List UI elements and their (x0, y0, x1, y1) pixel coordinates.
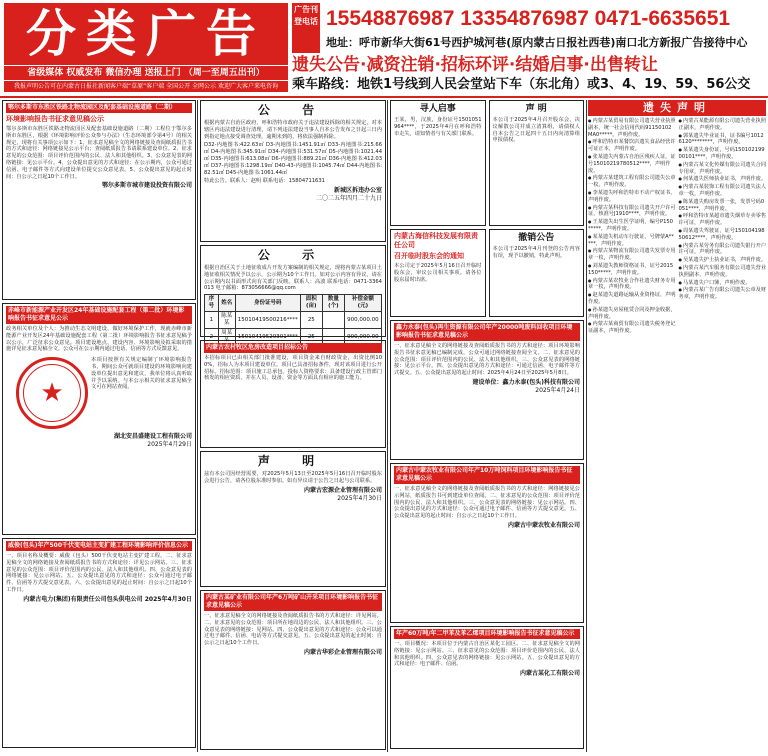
list-item: ● 刘某遗失教师资格证书，证号2015150*****，声明作废。 (588, 263, 676, 277)
notice-header: 威俊(包头)年产500千伏变电站主变扩建工程环境影响评价信息公示 (6, 541, 192, 551)
table-cell: 15010419500216**** (235, 312, 300, 329)
lost-notice-column (679, 118, 767, 336)
list-item: ● 李某遗失呼和浩特市不动产权证书，声明作废。 (588, 190, 676, 204)
notice-title: 声 明 (257, 454, 329, 468)
lost-notice-grid (588, 118, 766, 336)
table-cell: 15010419520301**** (235, 329, 300, 346)
notice-title: 公 告 (257, 103, 329, 117)
notice-body: 本公司定于2025年5月16日召开临时股东会，审议公司相关事项。请各位股东届时出席。 (394, 263, 482, 283)
notice-block (200, 451, 386, 587)
hotline-label: 广告刊登电话 (292, 3, 320, 53)
list-item: ● 何某遗失医师执业证书，声明作废。 (679, 176, 767, 183)
seal-star-icon: ★ (40, 378, 64, 409)
table-header: 序号 (205, 295, 219, 312)
table-cell: 1 (205, 312, 219, 329)
list-item: ● 周某遗失驾驶证，证号15010419850612****，声明作废。 (679, 228, 767, 242)
table-cell: 25 (300, 329, 322, 346)
notice-body: 根据内蒙古自治区政府、呼和浩特市政府关于违法建设拆除的相关规定，对本辖区内违法建设进行清理，请下列违法建设当事人自本公告发布之日起三日内到指定地点接受调查处理，逾期未到的，将依法强制拆除。 (204, 120, 382, 140)
notice-block (200, 245, 386, 344)
notice-body: 一、征求意见稿全文的网络链接及查阅纸质报告书的方式和途径：网络链接见公示网站，纸质报告书可到建设单位查阅。二、征求意见的公众范围：项目评价范围内的公民、法人和其他组织。三、公众意见表的网络链接：见公示网站。四、公众提出意见的方式和途径：公众可通过电子邮件、信函等方式提交意见。五、公众提出意见的起止时间：自公示之日起10个工作日。 (394, 486, 580, 520)
list-item: ● 内蒙古某物流有限公司遗失发票专用章一枚，声明作废。 (588, 248, 676, 262)
list-item: ● 内蒙古某商贸有限公司遗失税务登记证副本，声明作废。 (588, 321, 676, 335)
notice-date: 二〇二五年四月二十九日 (315, 195, 382, 203)
table-cell: 25 (300, 312, 322, 329)
column-4 (588, 100, 766, 752)
notice-body: 政务相关单位及个人：为推动生态文明建设、做好环境保护工作，现就赤峰市新能源产业开发区24年基础设施配套工程（第二批）环境影响报告书征求意见稿予以公示，广泛征求公众意见。项目建设地点、建设内容、环境影响及拟采取的措施详见征求意见稿全文。公众可在公示期内通过电话、信函等方式反馈意见。 (6, 326, 192, 353)
notice-block (200, 100, 386, 242)
notice-signature: 内蒙古宏源企业管理有限公司 (303, 486, 382, 494)
building-list: D32-内地图书:422.63㎡ D3-内地图书:1451.91㎡ D33-内地图书:215.66㎡ D4-内地图书:345.91㎡ D34-内地图书:531.57㎡ D5-内地图书:1021.44㎡ D35-内地图书:613.08㎡ D6-内地图书:889.21㎡ D36-内地图书:412.03㎡ D37-内地图书:1298.19㎡ D40-43-内地图书:1045.74㎡ D44-内地图书:82.51㎡ D45-内地图书:1061.44㎡ (204, 142, 382, 176)
column-2 (200, 100, 386, 752)
list-item: ● 内蒙古某科技有限公司遗失开户许可证，核准号J1910****，声明作废。 (588, 205, 676, 219)
notice-header: 内蒙古某矿业有限公司年产6万吨矿山开采项目环境影响报告书征求意见稿公示 (204, 593, 382, 611)
list-item: ● 陈某遗失购房发票一张，发票号码0051****，声明作废。 (679, 199, 767, 213)
notice-title: 公 示 (257, 248, 329, 262)
notice-body: 一、项目名称及概要：威俊（包头）500千伏变电站主变扩建工程。二、征求意见稿全文的网络链接及查阅纸质报告书的方式和途径：详见公示网站。三、征求意见的公众范围：项目评价范围内的公民、法人和其他组织。四、公众意见表的网络链接：见公示网站。五、公众提出意见的方式和途径：公众可通过电子邮件、信函等方式提交意见表。六、公众提出意见的起止时间：自公示之日起10个工作日。 (6, 553, 192, 593)
notice-block (2, 538, 196, 748)
list-item: ● 吴某遗失护士执业证书，声明作废。 (679, 257, 767, 264)
notice-block (489, 229, 585, 317)
list-item: ● 张某遗失内蒙古自治区残疾人证，证号15010219780512****，声明作废。 (588, 154, 676, 174)
notice-signature: 鄂尔多斯市城市建设投资有限公司 (101, 182, 192, 190)
list-item: ● 内蒙古某广告有限公司遗失公章及财务章，声明作废。 (679, 287, 767, 301)
column-rule (197, 100, 198, 752)
list-item: ● 内蒙古某装饰工程有限公司遗失法人章一枚，声明作废。 (679, 184, 767, 198)
notice-header: 年产60万吨/年二甲苯及苯乙烯项目环境影响报告书征求意见稿公示 (394, 629, 580, 639)
notice-body: 鄂尔多斯市东胜区铁路北物流园区及配套基础设施道路（二期）工程位于鄂尔多斯市东胜区，根据《环境影响评价公众参与办法》（生态环境部令第4号）的相关规定，现将有关事项公示如下：1、征求意见稿全文的网络链接及查阅纸质报告书的方式和途径：网络链接见公示平台；查阅纸质报告书请联系建设单位。2、征求意见的公众范围：项目评价范围内的公民、法人和其他组织。3、公众意见表的网络链接：见公示平台。4、公众提出意见的方式和途径：在公示期内，公众可通过信函、电子邮件等方式向建设单位提交公众意见表。5、公众提出意见的起止时间：自公示之日起10个工作日。 (6, 126, 192, 180)
notice-block (390, 100, 486, 226)
table-cell: 900,000.00 (344, 312, 381, 329)
list-item: ● 呼和浩特市某餐饮店遗失食品经营许可证正本，声明作废。 (588, 139, 676, 153)
masthead (0, 0, 768, 96)
column-rule (387, 100, 388, 752)
list-item: ● 内蒙古某能源有限公司遗失营业执照正副本，声明作废。 (679, 118, 767, 132)
list-item: ● 内蒙古某农牧业合作社遗失财务专用章一枚，声明作废。 (588, 278, 676, 292)
notice-body: 本公司于2025年4月刊登的公告内容有误，现予以撤销，特此声明。 (492, 246, 580, 259)
list-item: ● 内蒙古某汽车服务有限公司遗失营业执照副本，声明作废。 (679, 265, 767, 279)
notice-body: 兹有本公司因经营需要，对2025年5月13日至2025年5月16日召开临时股东会进行公告，请各位股东准时参加。如有异议请于公告之日起与公司联系。 (204, 471, 382, 484)
column-rule (586, 100, 587, 752)
column-1 (2, 100, 196, 752)
notice-body: 本项目按照有关规定编制了环境影响报告书，期间公众可就项目建设的环境影响向建设单位提出意见和建议，我单位将认真听取并予以采纳。与本公示相关的征求意见稿全文可在网站查阅。 (91, 357, 192, 391)
notice-row (390, 100, 584, 229)
notice-header: 内蒙古中蒙农牧业有限公司年产10万吨饲料项目环境影响报告书征求意见稿公示 (394, 466, 580, 484)
notice-body: 本招标项目已由相关部门批准建设，项目资金来自财政资金，出资比例100%，招标人为本项目建设单位。项目已具备招标条件，现对该项目进行公开招标。招标范围：项目施工总承包。投标人资格要求：具备建设行政主管部门核发的相应资质，并在人员、设备、资金等方面具有相应的施工能力。 (204, 355, 382, 382)
notice-signature: 建设单位：鑫力永泰(包头)科技有限公司 (472, 378, 580, 386)
notice-block (200, 340, 386, 448)
notice-body: 一、征求意见稿全文的网络链接及查阅纸质报告书的方式和途径：项目环境影响报告书征求意见稿已编制完成，公众可通过网络链接查阅全文。二、征求意见的公众范围：项目评价范围内的公民、法人和其他组织。三、公众意见表的网络链接：见公示平台。四、公众提出意见的方式和途径：可通过信函、电子邮件等方式提交。五、公众提出意见的起止时间：2025年4月24日至2025年5月8日。 (394, 343, 580, 377)
notice-body: 一、征求意见稿全文的网络链接及查阅纸质报告书的方式和途径：详见网站。二、征求意见的公众范围：项目所在地周边的公民、法人和其他组织。三、公众意见表的网络链接：见网站。四、公众提出意见的方式和途径：公众可以通过电子邮件、信函、电话等方式提交意见。五、公众提出意见的起止时间：自公示之日起10个工作日。 (204, 613, 382, 647)
notice-block (489, 100, 585, 226)
table-cell: 周某某 (218, 329, 235, 346)
notice-block (390, 229, 486, 317)
notice-date: 2025年4月24日 (535, 386, 580, 394)
list-item: ● 郭某遗失毕业证书，证书编号10126120********，声明作废。 (679, 133, 767, 147)
lost-notice-header: 遗失声明 (588, 100, 766, 116)
notice-block (200, 590, 386, 750)
table-cell: 2 (205, 329, 219, 346)
notice-body: 根据自治区关于土地征收成片开发方案编制的相关规定，现将内蒙古某项目土地征收相关情况予以公示，公示期为10个工作日。如对公示内容有异议，请在公示期内以书面形式向有关部门反映。联系人：高波 联系电话：0471-3364013 电子邮箱：873056666@qq.com (204, 265, 382, 292)
header-divider (0, 96, 768, 98)
list-item: ● 孙某遗失房屋租赁合同及押金收据，声明作废。 (588, 307, 676, 321)
notice-signature: 新城区拆违办公室 (333, 187, 382, 195)
notice-signature: 湖北安昌盛建设工程有限公司 (113, 433, 192, 441)
bus-route: 乘车路线：地铁1号线到人民会堂站下车（东北角）或3、4、19、59、56公交 (292, 77, 751, 92)
list-item: ● 内蒙古某劳务有限公司遗失银行开户许可证，声明作废。 (679, 243, 767, 257)
table-cell: 陈某某 (218, 312, 235, 329)
notice-row (390, 229, 584, 320)
table-header: 补偿金额(元) (344, 295, 381, 312)
tagline: 省级媒体 权威发布 微信办理 送报上门 （周一至周五出刊） (4, 66, 288, 80)
notice-block (2, 100, 196, 300)
notice-header: 内蒙古农村牧区危房改造项目招标公告 (204, 343, 382, 353)
notice-title: 撤销公告 (518, 233, 555, 243)
notice-date: 2025年4月30日 (337, 494, 382, 502)
list-item: ● 王某遗失出生医学证明，编号P150*****，声明作废。 (588, 219, 676, 233)
notice-header: 赤峰市新能源产业开发区24年基础设施配套工程（第二批）环境影响报告书征求意见公示 (6, 306, 192, 324)
table-row (205, 312, 382, 329)
lost-notice-column (588, 118, 676, 336)
table-header: 数量(个) (322, 295, 344, 312)
list-item: ● 马某遗失户口簿，声明作废。 (679, 280, 767, 287)
phone-numbers: 15548876987 13354876987 0471-6635651 (326, 7, 731, 30)
table-cell (322, 312, 344, 329)
notice-block (390, 320, 584, 460)
notice-title: 寻人启事 (419, 104, 456, 114)
table-header-row (205, 295, 382, 312)
notice-block (2, 303, 196, 535)
list-item: ● 某某遗失机动车行驶证，号牌蒙A*****，声明作废。 (588, 234, 676, 248)
notice-signature: 内蒙古某化工有限公司 (519, 670, 580, 678)
list-item: ● 呼和浩特市某超市遗失烟草专卖零售许可证，声明作废。 (679, 213, 767, 227)
notice-header: 鄂尔多斯市东胜区铁路北物流园区及配套基础设施道路（二期） (6, 103, 192, 113)
list-item: ● 内蒙古某建筑工程有限公司遗失公章一枚，声明作废。 (588, 175, 676, 189)
notice-title: 声 明 (525, 104, 547, 114)
notice-date: 2025年4月29日 (147, 441, 192, 449)
notice-body: 王某，男，汉族，身份证号1501051964****，于2025年4月在呼和浩特市走失，请知情者与有关部门联系。 (394, 117, 482, 137)
notice-block (390, 626, 584, 749)
notice-body: 本公司于2025年4月召开股东会，决议解散公司并成立清算组，请债权人自本公告之日起四十五日内向清算组申报债权。 (492, 117, 580, 144)
table-header: 身份证号码 (235, 295, 300, 312)
services-list: 遗失公告·减资注销·招标环评·结婚启事·出售转让 (292, 55, 658, 75)
notice-block (390, 463, 584, 623)
table-header: 姓名 (218, 295, 235, 312)
table-cell: 900,000.00 (344, 329, 381, 346)
notice-header: 鑫力永泰(包头)再生资源有限公司年产20000吨废料回收项目环境影响报告书征求意见稿公示 (394, 323, 580, 341)
notice-signature: 内蒙古中蒙农牧业有限公司 (507, 521, 580, 529)
list-item: ● 内蒙古某文化传媒有限公司遗失合同专用章，声明作废。 (679, 162, 767, 176)
tagline-small: 我报声明公告可在内蒙古日报社新闻客户端“草原”客户端 全国公开 全网公示 欢迎广大客户来电咨询 (4, 81, 288, 92)
contact-info: 特此公告。联系人：赵明 联系电话：15804711631 (204, 178, 325, 185)
compensation-table (204, 294, 382, 346)
list-item: ● 某某遗失身份证，号码15010219900101****，声明作废。 (679, 147, 767, 161)
notice-signature: 内蒙古华彩企业管理有限公司 (303, 648, 382, 656)
table-header: 面积(亩) (300, 295, 322, 312)
notice-title: 环境影响报告书征求意见稿公示 (6, 115, 104, 123)
column-3 (390, 100, 584, 752)
notice-header: 内蒙古海信科技发展有限责任公司 (394, 232, 478, 249)
notice-title: 召开临时股东会的通知 (394, 252, 464, 260)
notice-body: 一、项目概况：本项目位于内蒙古自治区某化工园区。二、征求意见稿全文的网络链接：见公示网站。三、征求意见的公众范围：项目评价范围内的公民、法人和其他组织。四、公众意见表的网络链接：见公示网站。五、公众提出意见的方式和途径：电子邮件、信函。 (394, 641, 580, 668)
company-seal-icon (16, 357, 88, 429)
notice-signature: 内蒙古电力(集团)有限责任公司包头供电公司 2025年4月30日 (23, 595, 192, 603)
list-item: ● 内蒙古某贸易有限公司遗失营业执照副本，统一社会信用代码91150102MA0*****，声明作废。 (588, 118, 676, 138)
address: 地址：呼市新华大街61号西护城河巷(原内蒙古日报社西巷)南口北方新报广告接待中心 (326, 36, 748, 49)
page-title: 分类广告 (26, 5, 266, 63)
list-item: ● 赵某遗失道路运输从业资格证，声明作废。 (588, 292, 676, 306)
title-banner (4, 3, 288, 65)
